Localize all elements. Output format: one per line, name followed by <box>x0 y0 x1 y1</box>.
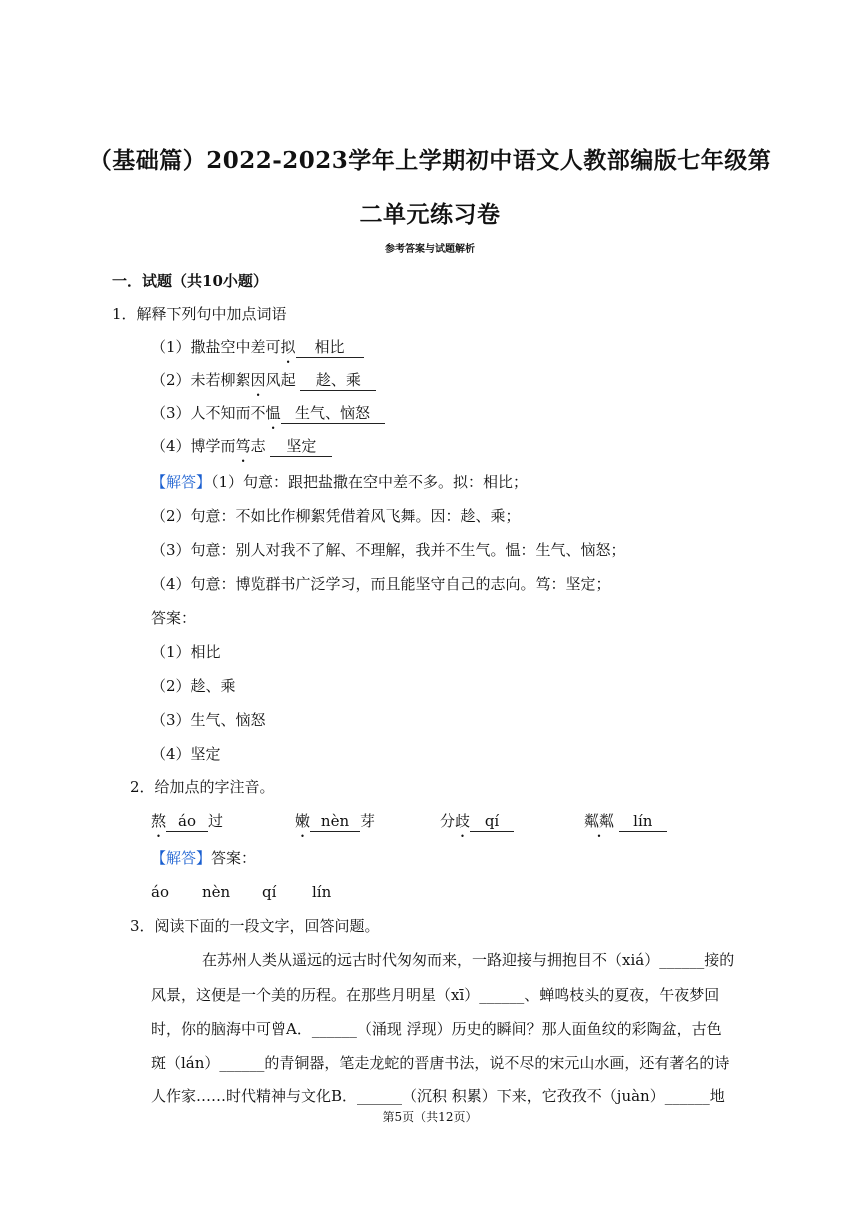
q1-item-4-answer: 坚定 <box>270 436 332 457</box>
page-title-line2: 二单元练习卷 <box>359 201 501 228</box>
q2-item-2-post: 芽 <box>360 812 376 830</box>
q1-solution-line-1: （1）句意：跟把盐撒在空中差不多。拟：相比； <box>211 473 529 491</box>
q3-line-4: 斑（lán）______的青铜器，笔走龙蛇的晋唐书法，说不尽的宋元山水画，还有著名的诗 <box>151 1054 730 1072</box>
q1-item-2-post: 风起 <box>265 371 296 389</box>
q2-item-1-answer: áo <box>166 811 208 832</box>
q1-item-1-answer: 相比 <box>296 337 364 358</box>
q2-solution-tag: 【解答】 <box>151 849 212 867</box>
q1-answer-1: （1）相比 <box>151 643 221 661</box>
q1-solution-line-4: （4）句意：博览群书广泛学习，而且能坚守自己的志向。笃：坚定； <box>151 575 611 593</box>
q1-prompt: 1．解释下列句中加点词语 <box>112 305 287 323</box>
page-title-line1: （基础篇）2022-2023学年上学期初中语文人教部编版七年级第 <box>88 147 772 174</box>
q1-item-1-text: （1）撒盐空中差可 <box>151 338 281 356</box>
q1-item-4-post: 志 <box>250 437 266 455</box>
q2-item-3-pre: 分 <box>440 812 456 830</box>
q2-answer-2: nèn <box>202 883 231 901</box>
q1-item-4-dotted: 笃 <box>235 437 251 455</box>
q1-answer-4: （4）坚定 <box>151 745 221 763</box>
q1-item-2 <box>151 370 376 391</box>
q2-answer-3: qí <box>262 883 277 901</box>
q2-item-3-answer: qí <box>470 811 514 832</box>
q1-item-2-dotted: 因 <box>250 371 266 389</box>
q2-solution <box>151 848 256 868</box>
q2-prompt: 2．给加点的字注音。 <box>130 778 275 796</box>
q1-answer-2: （2）趁、乘 <box>151 677 236 695</box>
q1-item-1-dotted: 拟 <box>280 338 296 356</box>
q1-item-1 <box>151 337 364 358</box>
q2-item-4-dotted: 粼粼 <box>584 812 615 830</box>
q1-item-2-text: （2）未若柳絮 <box>151 371 251 389</box>
q2-item-4-answer: lín <box>619 811 667 832</box>
q2-item-1-post: 过 <box>208 812 224 830</box>
q3-line-5: 人作家……时代精神与文化B．______（沉积 积累）下来，它孜孜不（juàn）______地 <box>151 1087 725 1105</box>
q2-answer-1: áo <box>151 883 169 901</box>
page-footer: 第5页（共12页） <box>382 1110 478 1124</box>
q3-line-2: 风景，这便是一个美的历程。在那些月明星（xī）______、蝉鸣枝头的夏夜，午夜梦回 <box>151 986 720 1004</box>
q1-solution-line-2: （2）句意：不如比作柳絮凭借着风飞舞。因：趁、乘； <box>151 507 521 525</box>
q1-answer-3: （3）生气、恼怒 <box>151 711 266 729</box>
q1-item-4-text: （4）博学而 <box>151 437 236 455</box>
q1-item-3 <box>151 403 385 424</box>
q2-item-4 <box>584 811 667 832</box>
q2-item-3 <box>440 811 514 832</box>
q2-item-2 <box>295 811 375 832</box>
q1-solution-tag: 【解答】 <box>151 473 212 491</box>
q2-item-2-answer: nèn <box>310 811 360 832</box>
q1-answer-label: 答案： <box>151 609 197 627</box>
q1-solution-line-3: （3）句意：别人对我不了解、不理解，我并不生气。愠：生气、恼怒； <box>151 541 626 559</box>
q1-item-3-dotted: 愠 <box>265 404 281 422</box>
q1-item-3-answer: 生气、恼怒 <box>281 403 385 424</box>
section-heading: 一．试题（共10小题） <box>112 272 268 290</box>
q1-item-4 <box>151 436 332 457</box>
q3-line-3: 时，你的脑海中可曾A．______（涌现 浮现）历史的瞬间？那人面鱼纹的彩陶盆，古色 <box>151 1020 722 1038</box>
q2-item-1-dotted: 熬 <box>151 812 167 830</box>
q2-item-2-dotted: 嫩 <box>295 812 311 830</box>
q1-item-3-text: （3）人不知而不 <box>151 404 266 422</box>
q1-solution-1 <box>151 472 528 492</box>
q2-solution-text: 答案： <box>211 849 257 867</box>
q1-item-2-answer: 趁、乘 <box>300 370 376 391</box>
q3-prompt: 3．阅读下面的一段文字，回答问题。 <box>130 917 380 935</box>
q2-item-3-dotted: 歧 <box>455 812 471 830</box>
q2-item-1 <box>151 811 223 832</box>
q2-answer-4: lín <box>312 883 332 901</box>
page-subtitle: 参考答案与试题解析 <box>385 244 475 255</box>
q3-line-1: 在苏州人类从遥远的远古时代匆匆而来，一路迎接与拥抱目不（xiá）______接的 <box>202 951 735 969</box>
